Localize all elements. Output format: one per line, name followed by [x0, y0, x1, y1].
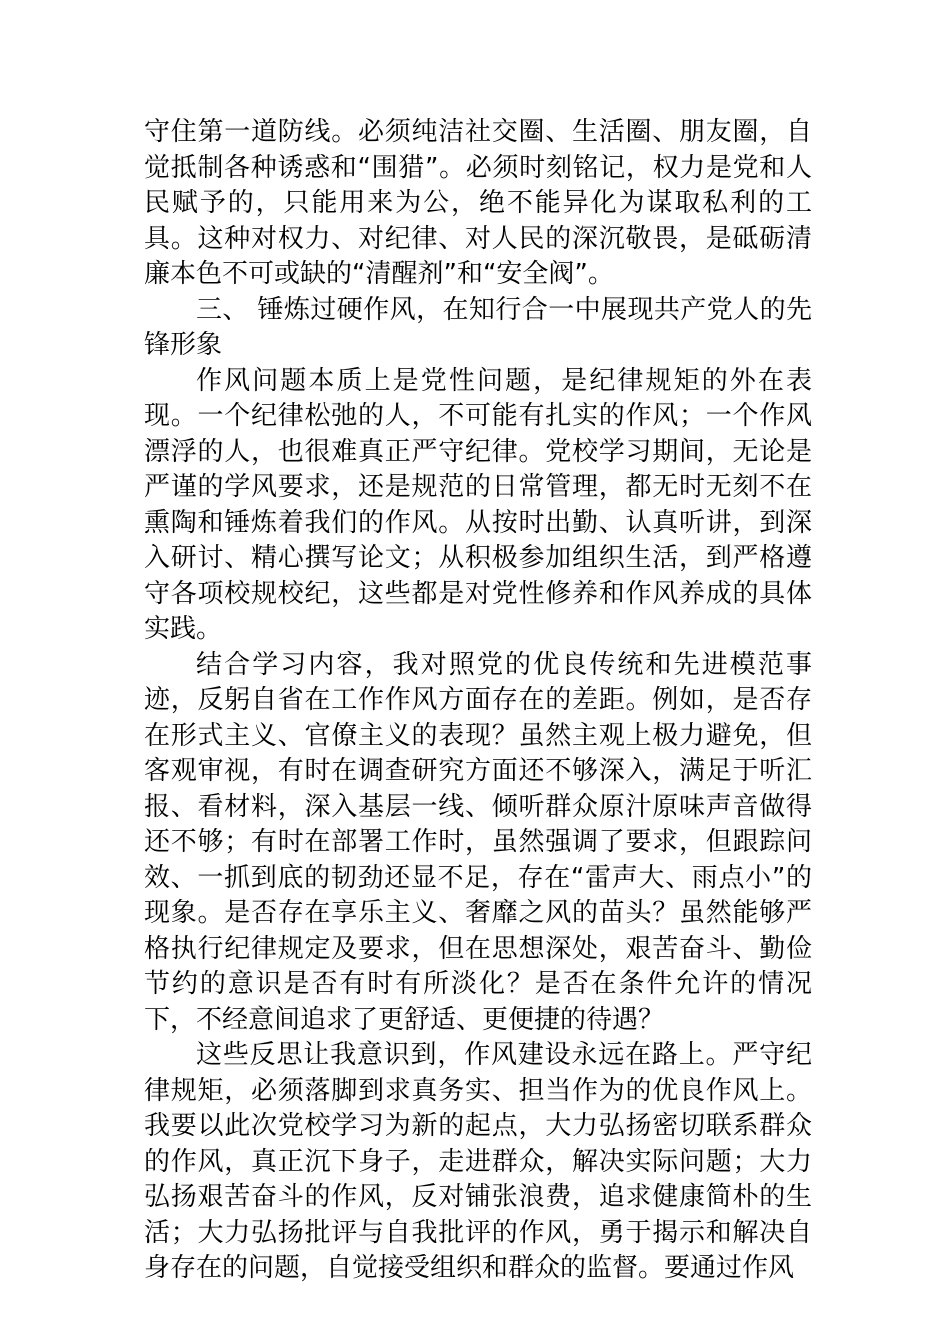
- document-body: [144, 115, 812, 1287]
- body-paragraph: 作风问题本质上是党性问题，是纪律规矩的外在表现。一个纪律松弛的人，不可能有扎实的作风；一个作风漂浮的人，也很难真正严守纪律。党校学习期间，无论是严谨的学风要求，还是规范的日常管理，都无时无刻不在熏陶和锤炼着我们的作风。从按时出勤、认真听讲，到深入研讨、精心撰写论文；从积极参加组织生活，到严格遵守各项校规校纪，这些都是对党性修养和作风养成的具体实践。: [144, 365, 812, 644]
- paragraph-continuation: 守住第一道防线。必须纯洁社交圈、生活圈、朋友圈，自觉抵制各种诱惑和“围猎”。必须时刻铭记，权力是党和人民赋予的，只能用来为公，绝不能异化为谋取私利的工具。这种对权力、对纪律、对人民的深沉敬畏，是砥砺清廉本色不可或缺的“清醒剂”和“安全阀”。: [144, 117, 812, 289]
- body-paragraph: 这些反思让我意识到，作风建设永远在路上。严守纪律规矩，必须落脚到求真务实、担当作为的优良作风上。我要以此次党校学习为新的起点，大力弘扬密切联系群众的作风，真正沉下身子，走进群众，解决实际问题；大力弘扬艰苦奋斗的作风，反对铺张浪费，追求健康简朴的生活；大力弘扬批评与自我批评的作风，勇于揭示和解决自身存在的问题，自觉接受组织和群众的监督。要通过作风: [144, 1040, 812, 1283]
- body-paragraph: 结合学习内容，我对照党的优良传统和先进模范事迹，反躬自省在工作作风方面存在的差距。例如，是否存在形式主义、官僚主义的表现？虽然主观上极力避免，但客观审视，有时在调查研究方面还不够深入，满足于听汇报、看材料，深入基层一线、倾听群众原汁原味声音做得还不够；有时在部署工作时，虽然强调了要求，但跟踪问效、一抓到底的韧劲还显不足，存在“雷声大、雨点小”的现象。是否存在享乐主义、奢靡之风的苗头？虽然能够严格执行纪律规定及要求，但在思想深处，艰苦奋斗、勤俭节约的意识是否有时有所淡化？是否在条件允许的情况下，不经意间追求了更舒适、更便捷的待遇？: [144, 649, 812, 1035]
- section-heading: 三、 锤炼过硬作风，在知行合一中展现共产党人的先锋形象: [144, 294, 812, 360]
